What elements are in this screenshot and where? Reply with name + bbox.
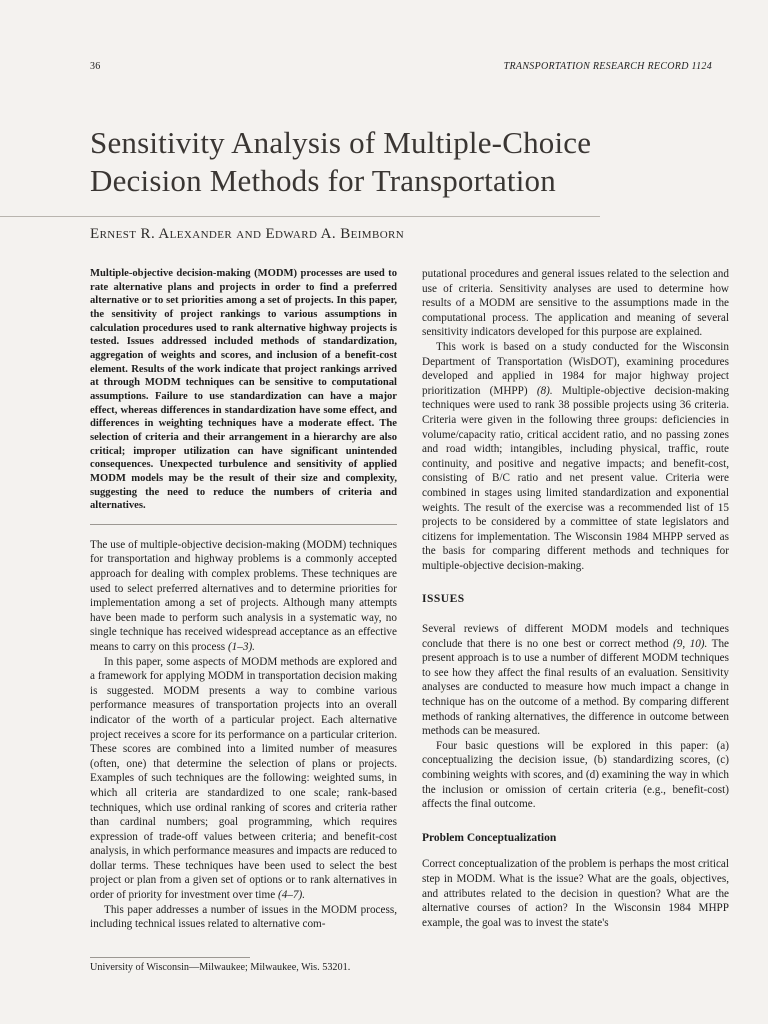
intro-paragraph-2-text: In this paper, some aspects of MODM methods are explored and a framework for applying MODM in transportation decision making is suggested. MODM presents a way to combine various performance measures of transportation projects into an overall indicator of the worth of a particular project. Each alternative project receives a score for its performance on a particular criterion. These scores are combined into a limited number of measures (often, one) that determine the selection of plans or projects. Examples of such techniques are the following: weighted sums, in which all criteria are standardized to one scale; rank-based techniques, which use ordinal ranking of scores and criteria rather than cardinal numbers; goal programming, which requires expression of trade-off values between criteria; and benefit-cost analysis, in which performance measures and impacts are reduced to dollar terms. These techniques have been used to select the best project or plan from a given set of options or to rank alternatives in order of priority for investment over time bbox=[90, 655, 397, 902]
page-number: 36 bbox=[90, 61, 101, 72]
title-line-2: Decision Methods for Transportation bbox=[90, 163, 556, 198]
citation: (8). bbox=[536, 384, 553, 397]
title-rule bbox=[0, 216, 600, 217]
footnote-rule bbox=[90, 957, 250, 958]
issues-paragraph-1 bbox=[422, 622, 729, 739]
intro-paragraph-1-text: The use of multiple-objective decision-making (MODM) techniques for transportation and highway problems is a commonly accepted approach for dealing with complex problems. These techniques are used to select preferred alternatives and to determine priorities for implementation among a set of projects. Although many attempts have been made to perform such analysis in a systematic way, no single technique has received widespread acceptance as an effective means to carry on this process bbox=[90, 538, 397, 653]
running-head: TRANSPORTATION RESEARCH RECORD 1124 bbox=[503, 61, 712, 72]
authors: Ernest R. Alexander and Edward A. Beimborn bbox=[90, 226, 405, 242]
issues-paragraph-1-text-b: The present approach is to use a number of different MODM techniques to see how they affect the final results of an evaluation. Sensitivity analyses are conducted to measure how much impact a change in technique has on the outcome of a method. By comparing different methods of ranking alternatives, the difference in outcome between methods can be measured. bbox=[422, 637, 730, 738]
title-line-1: Sensitivity Analysis of Multiple-Choice bbox=[90, 125, 592, 160]
study-paragraph-text-a: This work is based on a study conducted for the Wisconsin Department of Transportation (WisDOT), examining procedures developed and applied in 1984 for major highway project prioritization (MHPP) bbox=[422, 340, 729, 397]
intro-paragraph-continued: putational procedures and general issues related to the selection and use of criteria. Sensitivity analyses are used to determine how results of a MODM are sensitive to the assumptions made in the computational process. The application and meaning of several sensitivity indicators developed for this purpose are explained. bbox=[422, 268, 729, 339]
intro-paragraph-3: This paper addresses a number of issues in the MODM process, including technical issues related to alternative com- bbox=[90, 903, 397, 931]
intro-paragraph-2 bbox=[90, 655, 397, 903]
citation: (9, 10). bbox=[673, 637, 708, 650]
section-heading-issues: ISSUES bbox=[422, 593, 465, 606]
issues-paragraph-1-text-a: Several reviews of different MODM models and techniques conclude that there is no one best or correct method bbox=[422, 623, 729, 650]
study-paragraph-text-b: Multiple-objective decision-making techniques were used to rank 38 possible projects using 36 criteria. Criteria were given in the following three groups: deficiencies in volume/capacity ratio, critical accident ratio, and no passing zones and road width; intangibles, including physical, traffic, route continuity, and positive and negative impacts; and benefit-cost, consisting of B/C ratio and net present value. Criteria were combined in stages using limited standardization and exponential weights. The result of the exercise was a recommended list of 15 projects to be considered by a committee of state legislators and citizens for implementation. The Wisconsin 1984 MHPP served as the basis for comparing different methods and techniques for multiple-objective decision-making. bbox=[422, 384, 729, 572]
intro-paragraph-1 bbox=[90, 538, 397, 655]
abstract-divider bbox=[90, 524, 397, 525]
author-affiliation: University of Wisconsin—Milwaukee; Milwaukee, Wis. 53201. bbox=[90, 962, 351, 973]
subsection-heading-problem-conceptualization: Problem Conceptualization bbox=[422, 831, 557, 844]
article-title bbox=[90, 124, 730, 200]
study-paragraph bbox=[422, 340, 729, 574]
abstract: Multiple-objective decision-making (MODM) processes are used to rate alternative plans and projects in order to find a preferred alternative or to set priorities among a set of projects. In this paper, the sensitivity of project rankings to various assumptions in calculation procedures used to rank alternative highway projects is tested. Issues addressed included methods of standardization, aggregation of weights and scores, and inclusion of a benefit-cost element. Results of the work indicate that project rankings arrived at through MODM techniques can be sensitive to computational assumptions. Failure to use standardization can have a major effect, whereas differences in standardization have some effect, and differences in weighting techniques have a moderate effect. The selection of criteria and their arrangement in a hierarchy are also critical; improper utilization can have significant unintended consequences. Unexpected turbulence and sensitivity of applied MODM models may be the result of their size and complexity, suggesting the need to reduce the numbers of criteria and alternatives. bbox=[90, 268, 397, 512]
left-column bbox=[90, 267, 397, 932]
citation: (4–7). bbox=[277, 889, 305, 902]
citation: (1–3). bbox=[227, 640, 255, 653]
right-column bbox=[422, 267, 729, 930]
issues-paragraph-2: Four basic questions will be explored in this paper: (a) conceptualizing the decision issue, (b) standardizing scores, (c) combining weights with scores, and (d) examining the way in which the inclusion or omission of certain criteria (e.g., benefit-cost) affects the final outcome. bbox=[422, 739, 729, 811]
problem-paragraph-1: Correct conceptualization of the problem is perhaps the most critical step in MODM. What is the issue? What are the goals, objectives, and attributes related to the decision in question? What are the alternative courses of action? In the Wisconsin 1984 MHPP example, the goal was to invest the state's bbox=[422, 858, 729, 929]
